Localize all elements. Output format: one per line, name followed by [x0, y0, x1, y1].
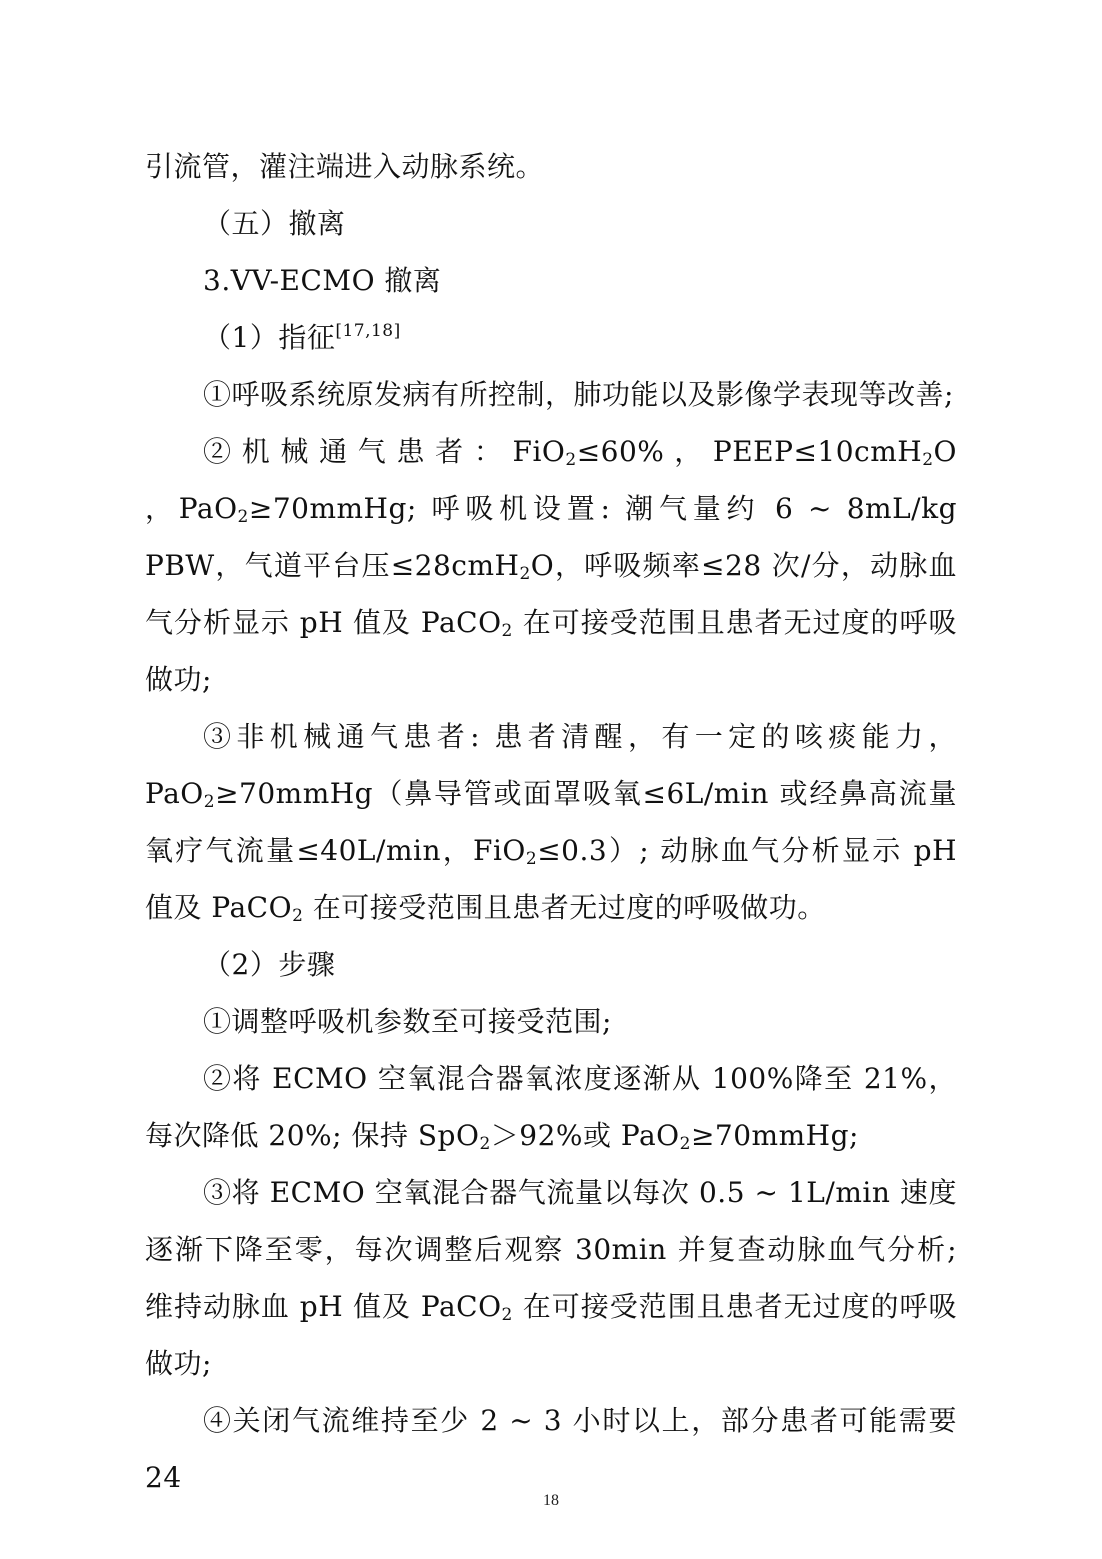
page-number: 18 [543, 1492, 559, 1509]
heading-text: （2）步骤 [203, 948, 336, 981]
document-body [145, 138, 957, 1506]
indications-heading [145, 309, 957, 366]
text-run: O，呼吸频率≤28 次/分，动脉血气分析显示 pH 值及 PaCO [145, 549, 958, 639]
paragraph-text: ①调整呼吸机参数至可接受范围; [203, 1005, 612, 1038]
step-item-4 [145, 1392, 957, 1506]
text-run: ≤60% ， PEEP≤10cmH [576, 435, 923, 468]
paragraph-text: 引流管，灌注端进入动脉系统。 [145, 150, 545, 183]
heading-text: （1）指征 [203, 321, 336, 354]
text-run: ③将 ECMO 空氧混合器气流量以每次 0.5 ~ 1L/min 速度逐渐下降至零，每次调整后观察 30min 并复查动脉血气分析; 维持动脉血 pH 值及 PaCO [145, 1176, 957, 1323]
text-run: ≥70mmHg（鼻导管或面罩吸氧≤6L/min 或经鼻高流量氧疗气流量≤40L/min，FiO [145, 777, 957, 867]
paragraph-text: ①呼吸系统原发病有所控制，肺功能以及影像学表现等改善; [203, 378, 954, 411]
subscript: 2 [501, 1305, 513, 1325]
indication-item-3 [145, 708, 957, 936]
indication-item-1 [145, 366, 957, 423]
text-run: ② 机 械 通 气 患 者 ： FiO [203, 435, 566, 468]
subscript: 2 [679, 1134, 691, 1154]
subsection-heading [145, 252, 957, 309]
text-run: 在可接受范围且患者无过度的呼吸做功; [145, 1290, 957, 1380]
heading-text: 3.VV-ECMO 撤离 [203, 264, 442, 297]
subscript: 2 [292, 906, 304, 926]
subscript: 2 [501, 621, 513, 641]
paragraph-text: ④关闭气流维持至少 2 ~ 3 小时以上，部分患者可能需要 24 [145, 1404, 957, 1494]
text-run: 在可接受范围且患者无过度的呼吸做功; [145, 606, 957, 696]
text-run: ②将 ECMO 空氧混合器氧浓度逐渐从 100%降至 21%，每次降低 20%; 保持 SpO [145, 1062, 957, 1152]
paragraph-continuation [145, 138, 957, 195]
subscript: 2 [203, 792, 216, 812]
text-run: 在可接受范围且患者无过度的呼吸做功。 [303, 891, 826, 924]
step-item-3 [145, 1164, 957, 1392]
text-run: ≥70mmHg; [690, 1119, 859, 1152]
step-item-1 [145, 993, 957, 1050]
text-run: ≥70mmHg; 呼吸机设置: 潮气量约 6 ~ 8mL/kg PBW，气道平台压≤28cmH [145, 492, 957, 582]
text-run: ≤0.3）; 动脉血气分析显示 pH 值及 PaCO [145, 834, 957, 924]
subscript: 2 [519, 564, 531, 584]
step-item-2 [145, 1050, 957, 1164]
subscript: 2 [922, 450, 934, 470]
indication-item-2 [145, 423, 957, 708]
section-heading [145, 195, 957, 252]
subscript: 2 [479, 1134, 491, 1154]
citation-reference: [17,18] [335, 321, 401, 341]
subscript: 2 [525, 849, 538, 869]
text-run: ＞92%或 PaO [490, 1119, 680, 1152]
text-run: ③非机械通气患者: 患者清醒，有一定的咳痰能力，PaO [145, 720, 957, 810]
heading-text: （五）撤离 [203, 207, 346, 240]
steps-heading [145, 936, 957, 993]
text-run: O ，PaO [145, 435, 957, 525]
subscript: 2 [237, 507, 249, 527]
subscript: 2 [565, 450, 577, 470]
